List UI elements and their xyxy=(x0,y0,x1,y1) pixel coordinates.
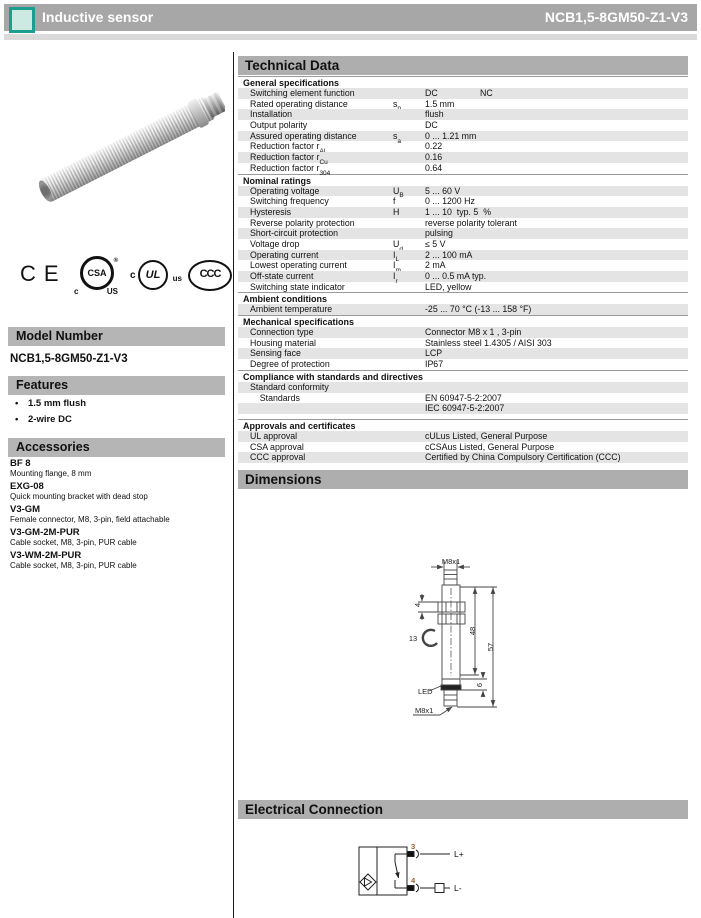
spec-value: 0.64 xyxy=(425,162,443,173)
pin-3-label: 3 xyxy=(411,842,416,851)
certification-logos xyxy=(8,252,225,304)
sensor-image xyxy=(38,96,215,203)
dim-13-label: 13 xyxy=(408,634,418,643)
spec-value: 0 ... 1.21 mm xyxy=(425,130,477,141)
spec-symbol: f xyxy=(393,196,396,207)
spec-label: Installation xyxy=(250,109,293,120)
spec-label: Reduction factor r xyxy=(250,141,320,152)
spec-row xyxy=(238,239,688,250)
spec-value: EN 60947-5-2:2007 xyxy=(425,392,502,403)
led-label: LED xyxy=(418,687,433,696)
tech-section-approvals xyxy=(238,419,688,463)
page-header xyxy=(4,4,697,31)
spec-label: Standard conformity xyxy=(250,381,329,392)
dim-48-label: 48 xyxy=(468,626,477,636)
accessory-item xyxy=(10,551,225,570)
spec-label: Voltage drop xyxy=(250,238,300,249)
ccc-mark-icon: CCC xyxy=(188,260,232,291)
tech-rows xyxy=(238,186,688,293)
spec-row xyxy=(238,327,688,338)
spec-label: Operating current xyxy=(250,249,319,260)
spec-row xyxy=(238,304,688,315)
spec-row xyxy=(238,141,688,152)
spec-label: Output polarity xyxy=(250,120,308,131)
l-minus-label: L- xyxy=(454,883,462,893)
accessory-name: EXG-08 xyxy=(10,481,44,492)
dim-thread-bottom-label: M8x1 xyxy=(415,706,434,715)
tech-rows xyxy=(238,88,688,177)
column-divider xyxy=(233,52,234,918)
accessory-name: V3-GM-2M-PUR xyxy=(10,527,80,538)
ul-mark-icon xyxy=(130,260,182,296)
accessory-name: V3-GM xyxy=(10,504,41,515)
spec-row xyxy=(238,348,688,359)
accessory-name: BF 8 xyxy=(10,458,31,469)
spec-row xyxy=(238,393,688,404)
spec-value: Stainless steel 1.4305 / AISI 303 xyxy=(425,337,552,348)
spec-label: Standards xyxy=(250,392,300,403)
tech-section-title: Approvals and certificates xyxy=(238,419,688,431)
tech-section-title: General specifications xyxy=(238,76,688,88)
spec-row xyxy=(238,152,688,166)
sensor-connector xyxy=(202,92,225,118)
spec-symbol: H xyxy=(393,206,400,217)
wiring-diagram xyxy=(352,838,502,906)
csa-us-label: US xyxy=(106,287,118,296)
spec-value: Certified by China Compulsory Certification (CCC) xyxy=(425,452,621,463)
accessories-list xyxy=(10,459,225,574)
spec-value: pulsing xyxy=(425,228,453,239)
brand-square-icon xyxy=(9,7,35,33)
spec-row xyxy=(238,282,688,293)
spec-symbol: $U_B$ xyxy=(393,185,404,200)
spec-value: IEC 60947-5-2:2007 xyxy=(425,403,505,414)
spec-symbol: $I_r$ xyxy=(393,271,398,285)
spec-value: Connector M8 x 1 , 3-pin xyxy=(425,327,522,338)
spec-symbol: $I_L$ xyxy=(393,249,400,264)
l-plus-label: L+ xyxy=(454,849,464,859)
header-substripe xyxy=(4,34,697,40)
ce-mark-icon: CE xyxy=(20,261,67,286)
spec-symbol: U xyxy=(393,238,400,249)
spec-row xyxy=(238,207,688,218)
spec-row xyxy=(238,359,688,370)
spec-row xyxy=(238,162,688,177)
features-list xyxy=(8,396,86,428)
spec-value: flush xyxy=(425,109,444,120)
spec-value: -25 ... 70 °C (-13 ... 158 °F) xyxy=(425,304,532,315)
spec-value: cCSAus Listed, General Purpose xyxy=(425,441,555,452)
dim-57-label: 57 xyxy=(486,642,495,652)
spec-label: Short-circuit protection xyxy=(250,228,339,239)
tech-section-title: Compliance with standards and directives xyxy=(238,370,688,382)
spec-label: Sensing face xyxy=(250,348,301,359)
left-column xyxy=(8,55,225,915)
spec-row xyxy=(238,130,688,145)
spec-row xyxy=(238,431,688,442)
dim-6-label: 6 xyxy=(475,682,484,688)
spec-value: 0.22 xyxy=(425,141,443,152)
accessory-item xyxy=(10,505,225,524)
spec-row xyxy=(238,218,688,229)
model-number-value: NCB1,5-8GM50-Z1-V3 xyxy=(10,353,128,365)
spec-label: Reduction factor $r_{Cu}$ xyxy=(250,152,328,166)
spec-row xyxy=(238,88,688,99)
spec-row xyxy=(238,228,688,239)
spec-value: 5 ... 60 V xyxy=(425,185,461,196)
spec-value: cULus Listed, General Purpose xyxy=(425,430,548,441)
spec-label: CSA approval xyxy=(250,441,304,452)
accessory-description: Female connector, M8, 3-pin, field attachable xyxy=(10,515,170,524)
spec-label: Operating voltage xyxy=(250,185,320,196)
spec-label: UL approval xyxy=(250,430,298,441)
spec-label: Hysteresis xyxy=(250,206,292,217)
csa-c-label: c xyxy=(74,287,79,296)
spec-value: 0 ... 0.5 mA typ. xyxy=(425,271,487,281)
ul-us-label: us xyxy=(172,274,182,283)
spec-label: Rated operating distance xyxy=(250,98,348,109)
model-number-header: NCB1,5-8GM50-Z1-V3 xyxy=(544,9,688,25)
tech-section-mechanical xyxy=(238,315,688,370)
csa-mark-icon xyxy=(74,254,120,300)
tech-section-title: Mechanical specifications xyxy=(238,315,688,327)
spec-label: Switching frequency xyxy=(250,196,329,207)
model-number-section-title: Model Number xyxy=(8,327,225,346)
spec-value: 1 ... 10 typ. 5 % xyxy=(425,206,492,217)
spec-value: LCP xyxy=(425,348,443,359)
spec-value: DC xyxy=(425,88,438,98)
accessory-item xyxy=(10,459,225,478)
accessory-item xyxy=(10,482,225,501)
accessory-item xyxy=(10,528,225,547)
spec-value: ≤ 5 V xyxy=(425,238,446,249)
spec-label: Housing material xyxy=(250,337,317,348)
tech-rows xyxy=(238,431,688,463)
csa-circle: CSA xyxy=(80,256,114,290)
spec-row xyxy=(238,271,688,285)
pin-4-label: 4 xyxy=(411,876,416,885)
tech-section-compliance xyxy=(238,370,688,414)
spec-row xyxy=(238,99,688,110)
spec-value: 1.5 mm xyxy=(425,98,455,109)
spec-label: Reduction factor $r_{304}$ xyxy=(250,162,331,177)
spec-row xyxy=(238,109,688,120)
spec-row xyxy=(238,338,688,349)
spec-label: Ambient temperature xyxy=(250,304,333,315)
spec-symbol: I xyxy=(393,260,396,271)
electrical-connection-title: Electrical Connection xyxy=(238,800,688,819)
spec-value-2: NC xyxy=(480,88,493,98)
dimensions-title: Dimensions xyxy=(238,470,688,489)
spec-label: Assured operating distance xyxy=(250,130,357,141)
tech-rows xyxy=(238,304,688,315)
spec-label: Switching element function xyxy=(250,88,355,98)
spec-label: Lowest operating current xyxy=(250,260,347,271)
technical-data-table xyxy=(238,76,688,463)
spec-row xyxy=(238,403,688,414)
right-column xyxy=(238,56,688,916)
accessory-description: Quick mounting bracket with dead stop xyxy=(10,492,148,501)
ul-circle: UL xyxy=(138,260,168,290)
spec-row xyxy=(238,249,688,264)
spec-value: 2 mA xyxy=(425,260,446,271)
spec-row xyxy=(238,120,688,131)
accessories-section-title: Accessories xyxy=(8,438,225,457)
spec-label: CCC approval xyxy=(250,452,306,463)
spec-label: Degree of protection xyxy=(250,359,330,370)
spec-value: IP67 xyxy=(425,359,444,370)
spec-row xyxy=(238,442,688,453)
product-type-title: Inductive sensor xyxy=(42,9,154,25)
sensor-face xyxy=(36,179,54,204)
spec-value: 0 ... 1200 Hz xyxy=(425,196,475,207)
dim-thread-top-label: M8x1 xyxy=(441,557,461,566)
spec-symbol: $s_a$ xyxy=(393,130,402,145)
accessory-name: V3-WM-2M-PUR xyxy=(10,550,82,561)
spec-label: Off-state current xyxy=(250,271,314,281)
spec-value: 2 ... 100 mA xyxy=(425,249,473,260)
spec-row xyxy=(238,452,688,463)
feature-item: • 1.5 mm flush xyxy=(8,396,86,412)
ul-c-label: c xyxy=(130,270,136,281)
tech-rows xyxy=(238,382,688,414)
feature-item: • 2-wire DC xyxy=(8,412,86,428)
tech-rows xyxy=(238,327,688,370)
spec-value: LED, yellow xyxy=(425,281,472,292)
dimension-drawing xyxy=(395,552,555,734)
dim-4-label: 4 xyxy=(413,602,422,608)
tech-section-title: Nominal ratings xyxy=(238,174,688,186)
tech-section-nominal xyxy=(238,174,688,293)
tech-section-title: Ambient conditions xyxy=(238,292,688,304)
accessory-description: Mounting flange, 8 mm xyxy=(10,469,92,478)
spec-label: Switching state indicator xyxy=(250,281,345,292)
spec-row xyxy=(238,196,688,207)
spec-label: Connection type xyxy=(250,327,314,338)
tech-section-general xyxy=(238,76,688,177)
spec-label: Reverse polarity protection xyxy=(250,217,355,228)
accessory-description: Cable socket, M8, 3-pin, PUR cable xyxy=(10,538,137,547)
accessory-description: Cable socket, M8, 3-pin, PUR cable xyxy=(10,561,137,570)
spec-value: reverse polarity tolerant xyxy=(425,217,517,228)
product-photo xyxy=(8,55,225,245)
features-section-title: Features xyxy=(8,376,225,395)
spec-value: 0.16 xyxy=(425,152,443,163)
registered-symbol: ® xyxy=(113,258,118,264)
technical-data-title: Technical Data xyxy=(238,56,688,75)
spec-value: DC xyxy=(425,120,438,131)
spec-row xyxy=(238,185,688,200)
spec-symbol: s xyxy=(393,98,398,109)
spec-row xyxy=(238,382,688,393)
spec-row xyxy=(238,260,688,271)
